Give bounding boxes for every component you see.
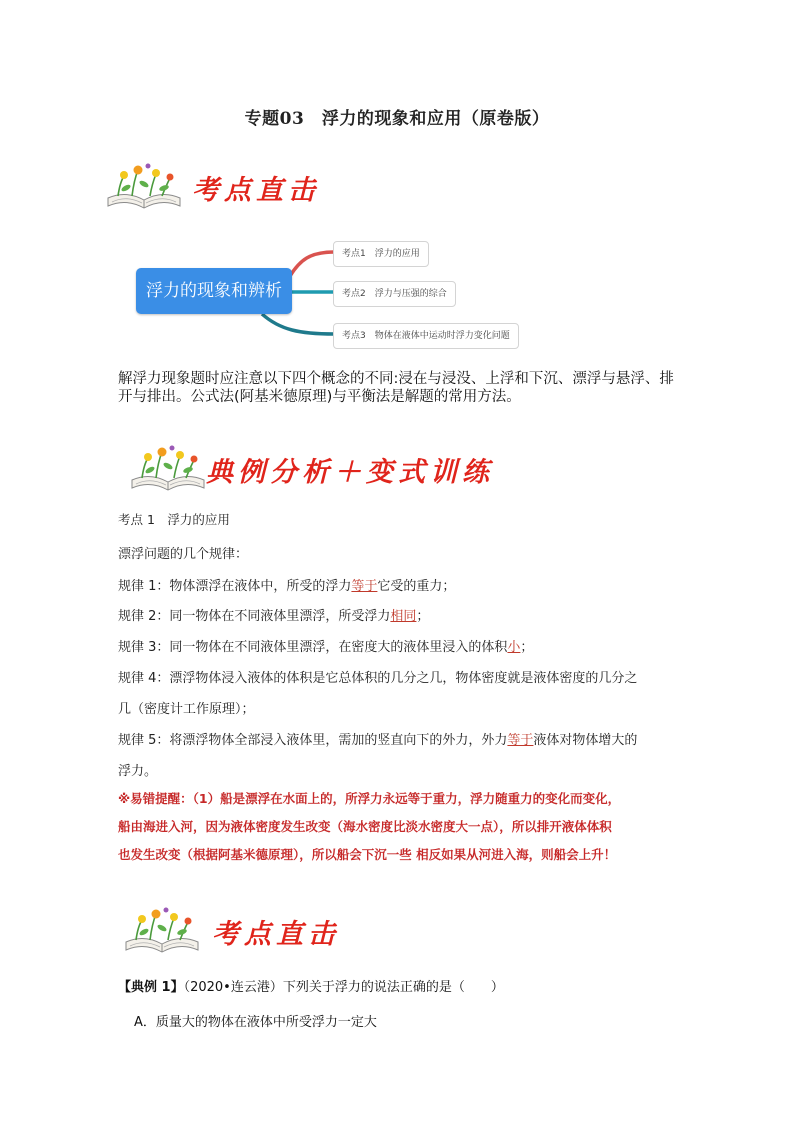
section-banner-3 bbox=[122, 906, 340, 958]
rule-5: 规律 5：将漂浮物体全部浸入液体里，需加的竖直向下的外力，外力等于液体对物体增大的 bbox=[118, 733, 638, 748]
connector-3 bbox=[262, 314, 334, 334]
intro-paragraph: 解浮力现象题时应注意以下四个概念的不同:浸在与浸没、上浮和下沉、漂浮与悬浮、排开与排出。公式法(阿基米德原理)与平衡法是解题的常用方法。 bbox=[118, 371, 674, 405]
open-book-flowers-icon bbox=[104, 162, 184, 212]
section-banner-2 bbox=[128, 444, 494, 496]
banner-title-3: 考点直击 bbox=[212, 919, 340, 950]
banner-title-2: 典例分析＋变式训练 bbox=[206, 457, 494, 488]
mindmap-node-1: 考点1 浮力的应用 bbox=[333, 241, 429, 267]
rule-4-line-2: 几（密度计工作原理）； bbox=[118, 702, 255, 717]
mindmap-node-3: 考点3 物体在液体中运动时浮力变化问题 bbox=[333, 323, 519, 349]
page-title: 专题03 浮力的现象和应用（原卷版） bbox=[244, 109, 550, 129]
connector-1 bbox=[290, 252, 334, 276]
open-book-flowers-icon bbox=[128, 444, 208, 494]
banner-title-1: 考点直击 bbox=[192, 175, 320, 206]
example-source: （2020•连云港） bbox=[183, 980, 283, 995]
open-book-flowers-icon bbox=[122, 906, 202, 956]
example-1-question bbox=[118, 976, 504, 995]
example-1-option-a: A．质量大的物体在液体中所受浮力一定大 bbox=[134, 1015, 377, 1030]
warning-note bbox=[118, 785, 690, 869]
section-heading: 考点 1 浮力的应用 bbox=[118, 512, 230, 527]
warning-line-2: 船由海进入河，因为液体密度发生改变（海水密度比淡水密度大一点），所以排开液体体积 bbox=[118, 819, 612, 834]
rule-2: 规律 2：同一物体在不同液体里漂浮，所受浮力相同； bbox=[118, 609, 430, 624]
warning-line-3: 也发生改变（根据阿基米德原理），所以船会下沉一些 相反如果从河进入海，则船会上升！ bbox=[118, 847, 617, 862]
example-label: 【典例 1】 bbox=[118, 980, 184, 995]
rule-4-line-1: 规律 4：漂浮物体浸入液体的体积是它总体积的几分之几，物体密度就是液体密度的几分之 bbox=[118, 671, 638, 686]
section-subheading: 漂浮问题的几个规律： bbox=[118, 547, 249, 562]
mindmap-root: 浮力的现象和辨析 bbox=[136, 268, 292, 314]
example-question: 下列关于浮力的说法正确的是（ ） bbox=[282, 980, 504, 995]
rule-5-line-2: 浮力。 bbox=[118, 764, 158, 779]
rule-3: 规律 3：同一物体在不同液体里漂浮，在密度大的液体里浸入的体积小； bbox=[118, 640, 534, 655]
mindmap-node-2: 考点2 浮力与压强的综合 bbox=[333, 281, 456, 307]
rule-1: 规律 1：物体漂浮在液体中，所受的浮力等于它受的重力； bbox=[118, 579, 456, 594]
warning-line-1: ※易错提醒：（1）船是漂浮在水面上的，所浮力永远等于重力，浮力随重力的变化而变化， bbox=[118, 791, 621, 806]
section-banner-1 bbox=[104, 162, 320, 214]
